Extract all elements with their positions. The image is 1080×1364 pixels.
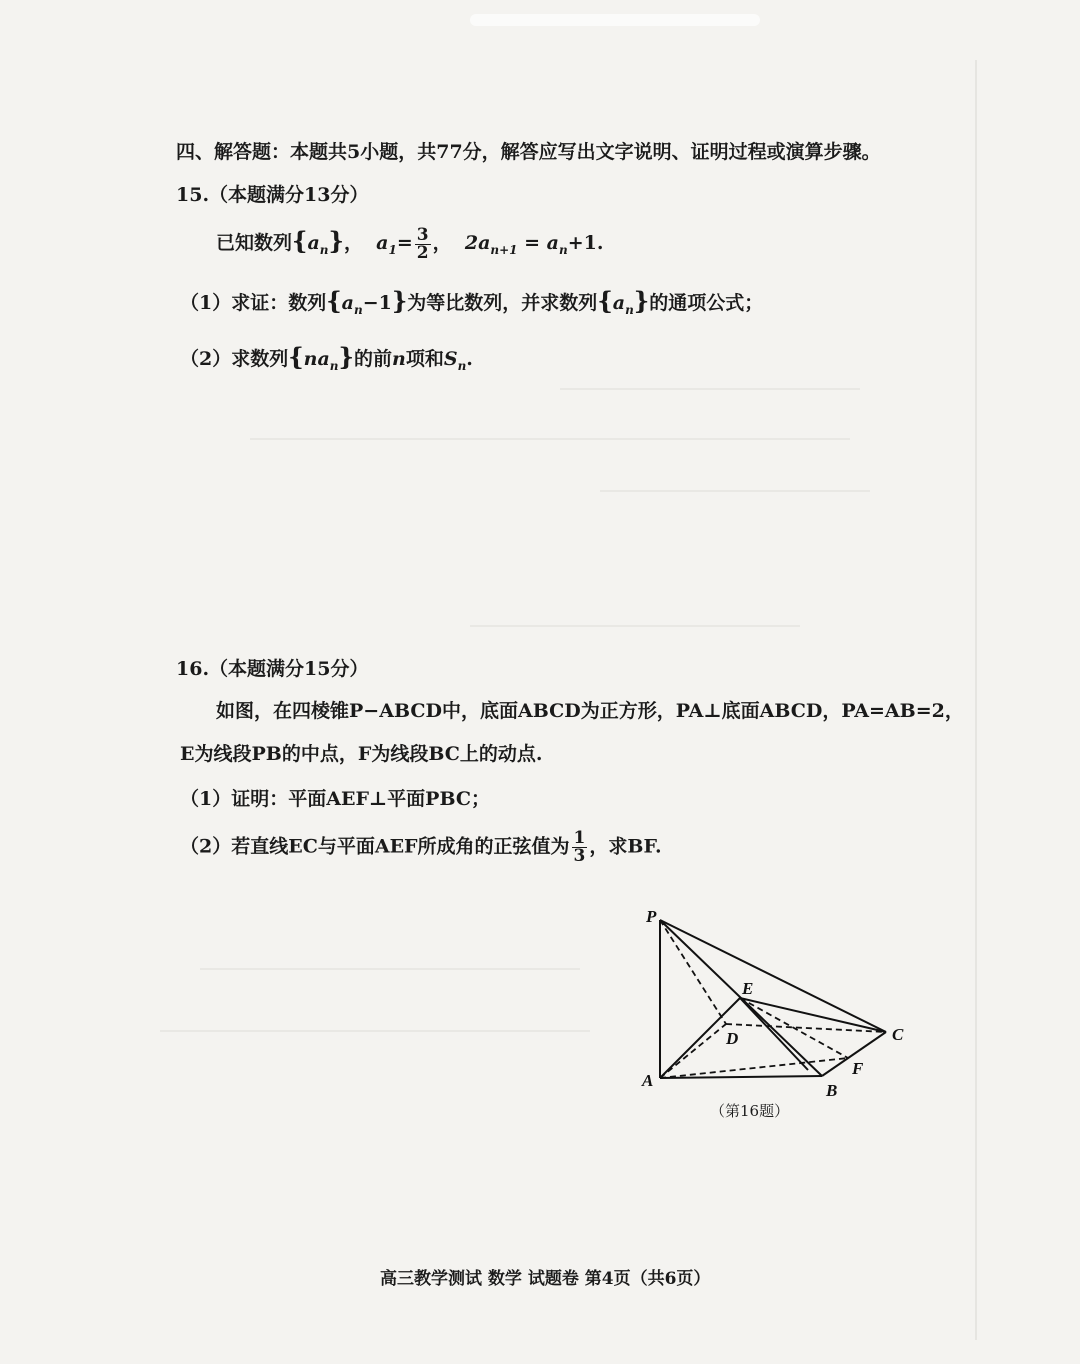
- bleed-through: [200, 968, 580, 970]
- q15-seq-sub: n: [319, 243, 329, 257]
- edge-EB: [740, 998, 808, 1070]
- bleed-through: [470, 625, 800, 627]
- q15-part1: [180, 286, 763, 317]
- q15-intro: 已知数列$\{a_n\}$， $a_1=$ $\frac{3}{2}$ ， $2a_{n+1} = a_n+1$.: [216, 224, 604, 263]
- q16-part2-fraction: [572, 830, 588, 865]
- brace-open: {: [326, 286, 342, 315]
- edge-PC: [660, 920, 886, 1032]
- label-A: A: [642, 1071, 654, 1090]
- q15-part2-set-var: na: [303, 348, 330, 370]
- bleed-through: [160, 1030, 590, 1032]
- label-D: D: [726, 1029, 739, 1048]
- label-C: C: [892, 1025, 904, 1044]
- q15-part2-S: S: [443, 348, 458, 370]
- brace-open: {: [288, 342, 304, 371]
- scan-glare: [470, 14, 760, 26]
- q15-part1-prefix: （1）求证：数列: [180, 292, 327, 314]
- bleed-through: [600, 490, 870, 492]
- q16-line2: E为线段PB的中点，F为线段BC上的动点.: [180, 743, 543, 765]
- q15-part1-suffix: 的通项公式；: [649, 292, 764, 314]
- q15-number: 15.（本题满分13分）: [176, 184, 369, 206]
- q15-recur-rhs-tail: +1.: [567, 232, 604, 254]
- label-B: B: [826, 1081, 838, 1100]
- edge-AD-hidden: [660, 1024, 726, 1078]
- label-E: E: [742, 979, 754, 998]
- q15-part1-set2-sub: n: [625, 303, 634, 317]
- q16-number: 16.（本题满分15分）: [176, 658, 369, 680]
- q15-recur-rhs-var: a: [546, 232, 559, 254]
- brace-open: {: [597, 286, 613, 315]
- q16-part1: （1）证明：平面AEF⊥平面PBC；: [180, 788, 490, 810]
- q15-a1-num: 3: [416, 224, 429, 245]
- q15-recur-lhs-sub: n+1: [490, 243, 518, 257]
- brace-close: }: [338, 342, 354, 371]
- q16-part2-num: 1: [573, 828, 586, 848]
- q15-part1-set-var: a: [341, 292, 354, 314]
- q15-a1-sub: 1: [388, 243, 397, 257]
- bleed-through: [560, 388, 860, 390]
- bleed-through: [250, 438, 850, 440]
- label-F: F: [852, 1059, 864, 1078]
- q16-part2-prefix: （2）若直线EC与平面AEF所成角的正弦值为: [180, 835, 570, 858]
- q15-a1-eq: =: [396, 232, 413, 254]
- brace-close: }: [391, 286, 408, 315]
- brace-close: }: [328, 226, 344, 255]
- q15-part2-middle2: 项和: [405, 348, 444, 370]
- pyramid-figure: [630, 900, 920, 1100]
- q16-line1: 如图，在四棱锥P−ABCD中，底面ABCD为正方形，PA⊥底面ABCD，PA=AB=2，: [216, 700, 964, 722]
- q15-part2-set-sub: n: [329, 359, 339, 373]
- q15-a1-var: a: [376, 232, 389, 254]
- q15-part2-n: n: [391, 348, 406, 370]
- q15-part2-S-sub: n: [457, 359, 467, 373]
- q15-recur-lhs: 2a: [464, 232, 491, 254]
- brace-open: {: [292, 226, 308, 255]
- q16-part2: [180, 830, 662, 865]
- q15-a1-fraction: [415, 224, 431, 263]
- edge-DC-hidden: [726, 1024, 886, 1032]
- q15-part1-set2-var: a: [612, 292, 626, 314]
- q15-part1-set-tail: −1: [362, 292, 392, 314]
- q15-part2-middle: 的前: [353, 348, 392, 370]
- figure-caption: （第16题）: [710, 1102, 790, 1120]
- q15-seq-var: a: [307, 232, 320, 254]
- q15-part1-middle: 为等比数列，并求数列: [407, 292, 598, 314]
- label-P: P: [646, 907, 657, 926]
- q15-part2-prefix: （2）求数列: [180, 348, 289, 370]
- page-footer: 高三教学测试 数学 试题卷 第4页（共6页）: [380, 1269, 711, 1289]
- q15-part1-set-sub: n: [353, 303, 363, 317]
- scan-edge-line: [975, 60, 977, 1340]
- edge-EC: [740, 998, 886, 1032]
- q15-part2: [180, 342, 473, 373]
- q16-part2-suffix: ，求BF.: [589, 835, 662, 858]
- brace-close: }: [633, 286, 650, 315]
- section-heading: 四、解答题：本题共5小题，共77分，解答应写出文字说明、证明过程或演算步骤。: [176, 141, 881, 163]
- q15-recur-rhs-sub: n: [558, 243, 568, 257]
- q16-part2-den: 3: [573, 846, 586, 866]
- q15-intro-prefix: 已知数列: [216, 232, 293, 254]
- q15-part2-end: .: [466, 348, 473, 370]
- q15-a1-den: 2: [416, 242, 429, 263]
